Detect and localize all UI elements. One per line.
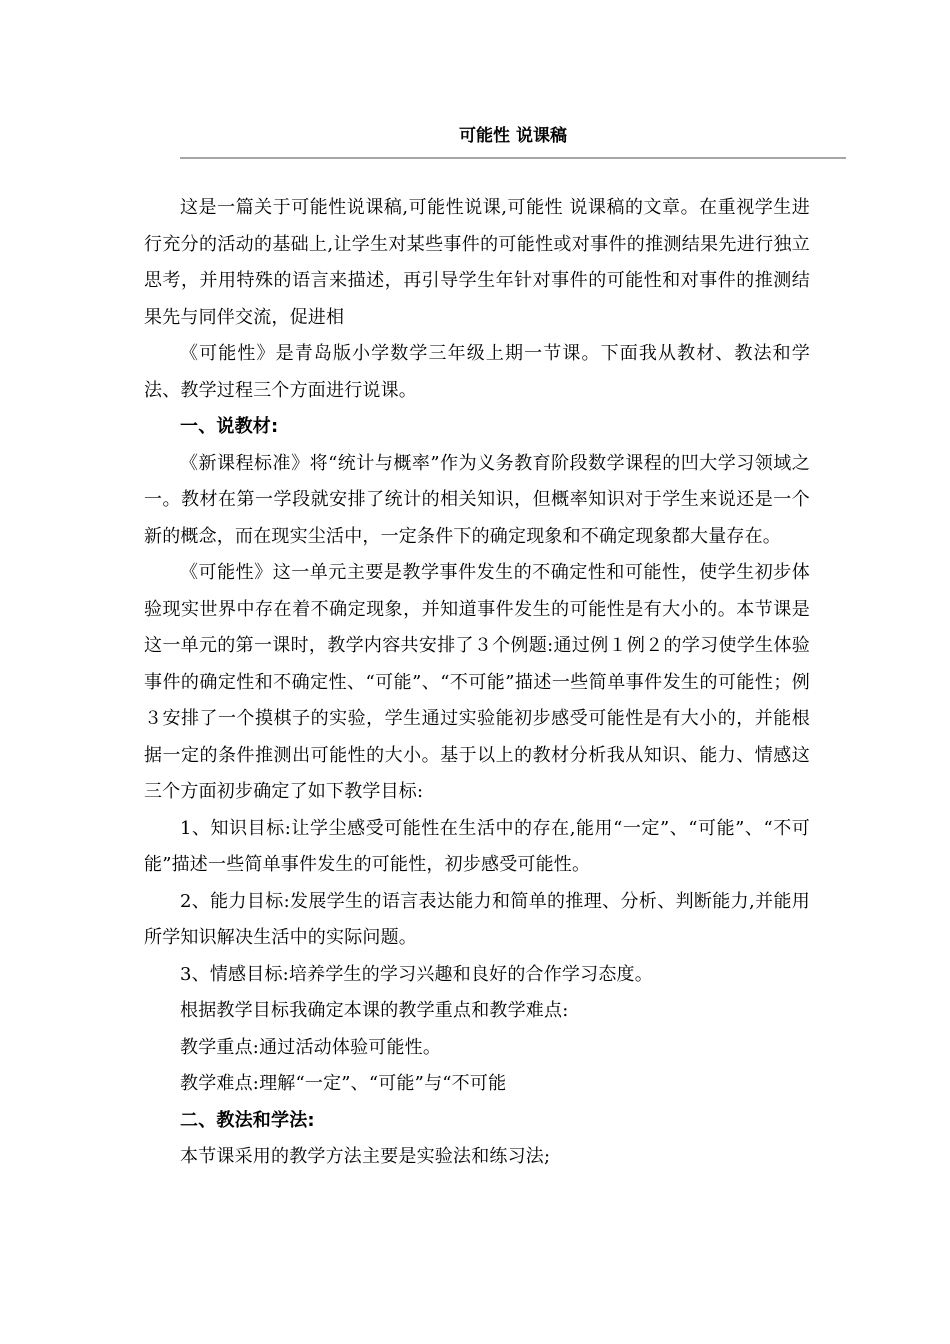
paragraph-teaching-difficulty: 教学难点:理解“一定”、“可能”与“不可能	[180, 1073, 507, 1094]
paragraph-curriculum: 《新课程标准》将“统计与概率”作为义务教育阶段数学课程的凹大学习领域之一。教材在第一学段就安排了统计的相关知识，但概率知识对于学生来说还是一个新的概念，而在现实尘活中，一定条件下的确定现象和不确定现象都大量存在。	[144, 452, 810, 547]
document-body	[144, 190, 810, 1176]
title-underline	[180, 157, 846, 159]
paragraph-ability-goal: 2、能力目标:发展学生的语言表达能力和简单的推理、分析、判断能力,并能用所学知识解决生活中的实际问题。	[144, 890, 810, 948]
paragraph-teaching-focus: 教学重点:通过活动体验可能性。	[180, 1036, 442, 1058]
paragraph-methods: 本节课采用的教学方法主要是实验法和练习法;	[180, 1146, 551, 1167]
document-title: 可能性 说课稿	[459, 126, 567, 146]
section-heading-textbook: 一、说教材:	[180, 416, 279, 437]
section-heading-methods: 二、教法和学法:	[180, 1109, 315, 1131]
paragraph-unit-content: 《可能性》这一单元主要是教学事件发生的不确定性和可能性，使学生初步体验现实世界中存在着不确定现象，并知道事件发生的可能性是有大小的。本节课是这一单元的第一课时，教学内容共安排了３个例题:通过例１例２的学习使学生体验事件的确定性和不确定性、“可能”、“不可能”描述一些简单事件发生的可能性；例３安排了一个摸棋子的实验，学生通过实验能初步感受可能性是有大小的，并能根据一定的条件推测出可能性的大小。基于以上的教材分析我从知识、能力、情感这三个方面初步确定了如下教学目标:	[144, 562, 810, 802]
paragraph-emotion-goal: 3、情感目标:培养学生的学习兴趣和良好的合作学习态度。	[180, 963, 653, 985]
paragraph-knowledge-goal: 1、知识目标:让学尘感受可能性在生活中的存在,能用“一定”、“可能”、“不可能”描述一些简单事件发生的可能性，初步感受可能性。	[144, 817, 810, 875]
paragraph-key-points-intro: 根据教学目标我确定本课的教学重点和教学难点:	[180, 1000, 569, 1021]
paragraph-overview: 《可能性》是青岛版小学数学三年级上期一节课。下面我从教材、教法和学法、教学过程三个方面进行说课。	[144, 343, 810, 401]
paragraph-intro: 这是一篇关于可能性说课稿,可能性说课,可能性 说课稿的文章。在重视学生进行充分的活动的基础上,让学生对某些事件的可能性或对事件的推测结果先进行独立思考，并用特殊的语言来描述，再引导学生年针对事件的可能性和对事件的推测结果先与同伴交流，促进相	[144, 197, 810, 328]
